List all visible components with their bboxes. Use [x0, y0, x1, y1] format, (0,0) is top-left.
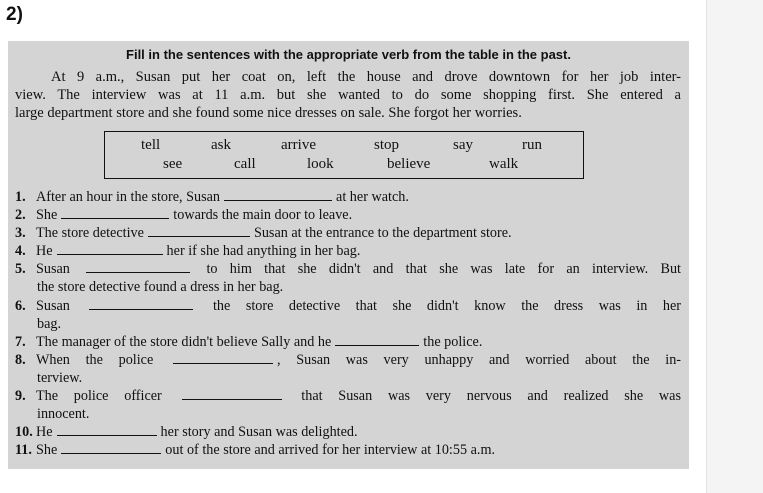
verb-word: arrive	[281, 137, 316, 153]
item-text: She	[36, 442, 58, 459]
list-item	[15, 188, 681, 206]
item-text: at her watch.	[336, 189, 409, 205]
item-text: She	[36, 207, 58, 224]
item-text: The store detective	[36, 225, 144, 242]
list-item	[15, 387, 681, 405]
intro-text: At 9 a.m., Susan put her coat on, left the house and drove downtown for her job inter-	[51, 69, 681, 85]
side-panel	[706, 0, 763, 493]
item-text: the store detective found a dress in her bag.	[37, 279, 284, 296]
answer-blank[interactable]	[61, 207, 169, 219]
verb-word: run	[522, 137, 542, 153]
item-text: her if she had anything in her bag.	[166, 243, 361, 260]
list-item	[15, 206, 681, 224]
list-item	[15, 224, 681, 242]
answer-blank[interactable]	[173, 352, 273, 364]
list-item	[15, 441, 681, 459]
intro-line	[15, 86, 681, 104]
list-item	[15, 297, 681, 315]
answer-blank[interactable]	[335, 334, 419, 346]
item-number: 5.	[15, 261, 26, 278]
verb-word: ask	[211, 137, 231, 153]
verb-word: look	[307, 156, 334, 172]
item-text: bag.	[37, 315, 62, 332]
verb-word: tell	[141, 137, 161, 153]
list-item	[15, 260, 681, 278]
item-text: The police officer	[36, 388, 162, 405]
item-text: After an hour in the store, Susan	[36, 189, 221, 205]
item-text: The manager of the store didn't believe Sally and he	[36, 333, 332, 350]
item-text: Susan	[36, 297, 70, 314]
list-item	[15, 351, 681, 369]
item-text: terview.	[37, 369, 83, 386]
item-text: towards the main door to leave.	[173, 207, 353, 224]
exercise-items	[15, 188, 681, 459]
item-text: , Susan was very unhappy and worried about the in-	[276, 351, 682, 368]
answer-blank[interactable]	[57, 424, 157, 436]
answer-blank[interactable]	[86, 261, 190, 273]
item-text: to him that she didn't and that she was late for an interview. But	[206, 261, 681, 278]
item-text: her story and Susan was delighted.	[160, 424, 358, 441]
answer-blank[interactable]	[61, 442, 161, 454]
verb-table	[104, 131, 584, 179]
item-number: 11.	[15, 442, 32, 459]
question-number: 2)	[6, 4, 23, 25]
item-text: Susan	[36, 261, 70, 278]
answer-blank[interactable]	[182, 388, 282, 400]
intro-text: large department store and she found some nice dresses on sale. She forgot her worries.	[15, 105, 522, 121]
answer-blank[interactable]	[224, 189, 332, 201]
item-number: 8.	[15, 351, 26, 368]
instruction-heading: Fill in the sentences with the appropriate verb from the table in the past.	[126, 47, 571, 62]
intro-line	[15, 104, 681, 122]
list-item-continuation	[15, 278, 681, 296]
list-item	[15, 333, 681, 351]
item-text: He	[36, 424, 53, 441]
item-text: When the police	[36, 351, 154, 368]
verb-word: say	[453, 137, 473, 153]
answer-blank[interactable]	[57, 243, 163, 255]
item-number: 1.	[15, 189, 26, 205]
intro-text: view. The interview was at 11 a.m. but she wanted to do some shopping first. She entered a	[15, 87, 681, 103]
verb-word: stop	[374, 137, 400, 153]
answer-blank[interactable]	[148, 225, 250, 237]
item-text: the store detective that she didn't know the dress was in her	[212, 297, 681, 314]
list-item-continuation	[15, 405, 681, 423]
item-number: 10.	[15, 424, 33, 441]
item-number: 9.	[15, 388, 26, 405]
list-item-continuation	[15, 369, 681, 387]
item-text: Susan at the entrance to the department store.	[253, 225, 512, 242]
item-number: 7.	[15, 333, 26, 350]
item-number: 6.	[15, 297, 26, 314]
verb-word: walk	[489, 156, 519, 172]
intro-line	[15, 68, 681, 86]
item-text: out of the store and arrived for her interview at 10:55 a.m.	[165, 442, 496, 459]
intro-paragraph	[15, 68, 681, 122]
list-item	[15, 242, 681, 260]
item-number: 2.	[15, 207, 26, 224]
item-number: 3.	[15, 225, 26, 242]
list-item	[15, 423, 681, 441]
item-number: 4.	[15, 243, 26, 260]
worksheet-image	[8, 41, 689, 469]
item-text: He	[36, 243, 53, 260]
item-text: the police.	[423, 333, 483, 350]
item-text: innocent.	[37, 406, 90, 423]
verb-word: call	[234, 156, 256, 172]
verb-word: see	[163, 156, 183, 172]
answer-blank[interactable]	[89, 298, 193, 310]
verb-word: believe	[387, 156, 431, 172]
list-item-continuation	[15, 315, 681, 333]
item-text: that Susan was very nervous and realized she was	[301, 388, 681, 405]
